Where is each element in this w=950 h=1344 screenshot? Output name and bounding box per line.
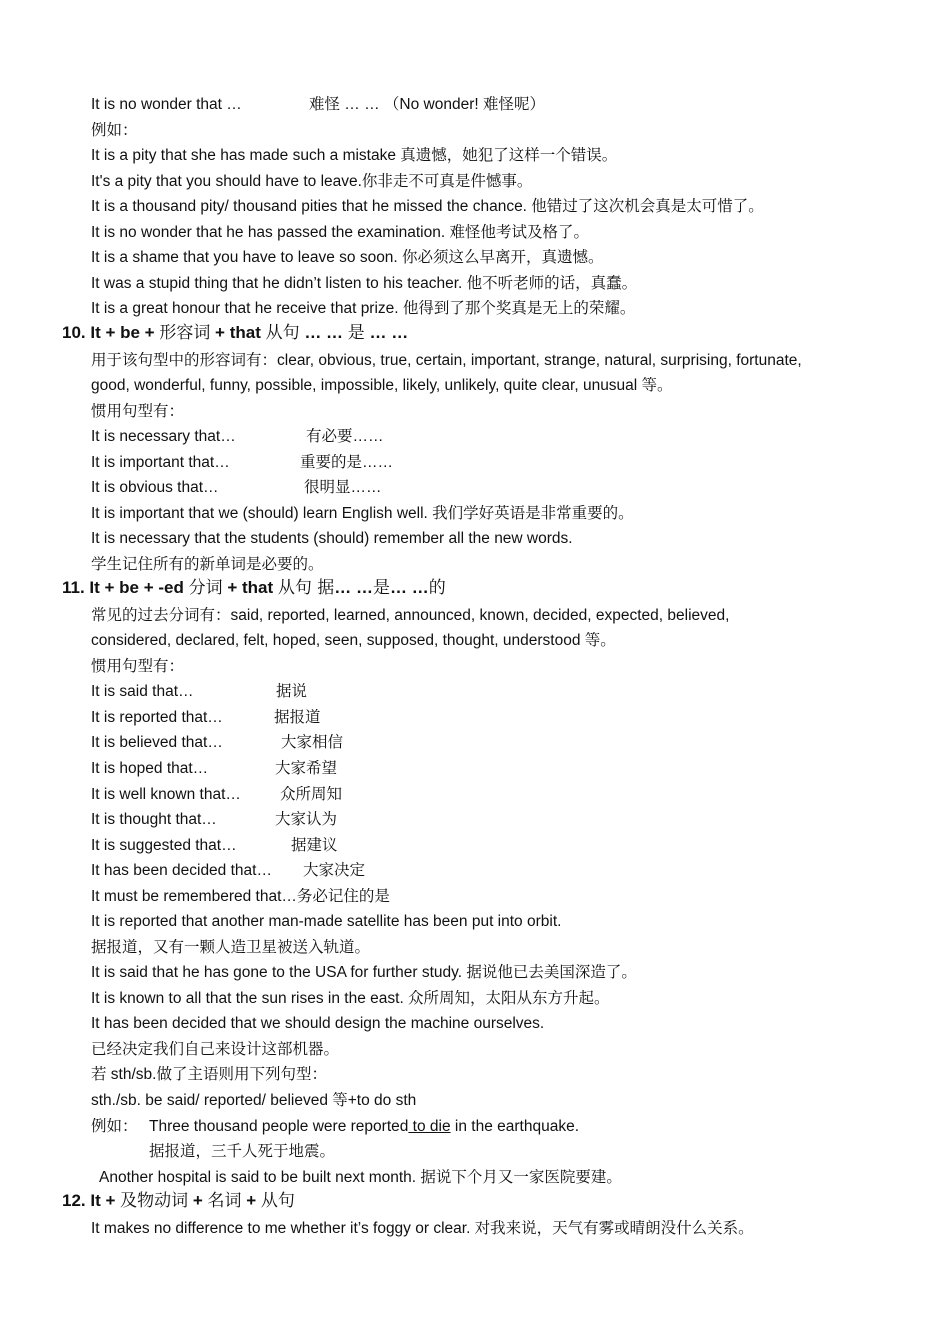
section-heading-12: 12. It + 及物动词 + 名词 + 从句 — [62, 1191, 295, 1211]
example-line: 例如： Three thousand people were reported to die in the earthquake. — [91, 1118, 580, 1135]
pattern-line: It is important that… 重要的是…… — [91, 454, 394, 471]
text-line: good, wonderful, funny, possible, impossible, likely, unlikely, quite clear, unusual 等。 — [91, 377, 673, 394]
text-line: It is important that we (should) learn English well. 我们学好英语是非常重要的。 — [91, 505, 634, 522]
example-translation: 据报道，三千人死于地震。 — [149, 1143, 336, 1160]
text-line: It is a pity that she has made such a mistake 真遗憾，她犯了这样一个错误。 — [91, 147, 618, 164]
text-line: 若 sth/sb.做了主语则用下列句型： — [91, 1066, 327, 1083]
text-line: It is no wonder that he has passed the examination. 难怪他考试及格了。 — [91, 224, 589, 241]
pattern-line: It is said that… 据说 — [91, 683, 308, 700]
underlined-phrase: to die — [408, 1118, 451, 1135]
pattern-line: It is reported that… 据报道 — [91, 709, 321, 726]
text-line: 常见的过去分词有：said, reported, learned, announced, known, decided, expected, believed, — [91, 607, 730, 624]
phrase-en: It is no wonder that … — [91, 96, 242, 113]
pattern-line: It is suggested that… 据建议 — [91, 837, 338, 854]
text-line: 用于该句型中的形容词有：clear, obvious, true, certain, important, strange, natural, surprising, fortunate, — [91, 352, 802, 369]
text-line: It is known to all that the sun rises in the east. 众所周知，太阳从东方升起。 — [91, 990, 610, 1007]
text-line: It is a shame that you have to leave so soon. 你必须这么早离开，真遗憾。 — [91, 249, 604, 266]
text-line — [91, 95, 545, 115]
pattern-line: It is well known that… 众所周知 — [91, 786, 343, 803]
phrase-cn: 难怪 … … （No wonder! 难怪呢） — [309, 96, 545, 113]
section-heading-11: 11. It + be + -ed 分词 + that 从句 据… …是… …的 — [62, 578, 446, 598]
text-line: 例如： — [91, 122, 138, 139]
text-line: It was a stupid thing that he didn’t listen to his teacher. 他不听老师的话，真蠢。 — [91, 275, 638, 292]
text-line: 惯用句型有： — [91, 658, 185, 675]
text-line: It has been decided that we should design the machine ourselves. — [91, 1015, 545, 1032]
text-line: 学生记住所有的新单词是必要的。 — [91, 556, 324, 573]
pattern-line: It must be remembered that…务必记住的是 — [91, 888, 390, 905]
text-line: It is a great honour that he receive that prize. 他得到了那个奖真是无上的荣耀。 — [91, 300, 636, 317]
text-line: considered, declared, felt, hoped, seen, supposed, thought, understood 等。 — [91, 632, 616, 649]
pattern-line: It is obvious that… 很明显…… — [91, 479, 382, 496]
pattern-line: It has been decided that… 大家决定 — [91, 862, 366, 879]
pattern-line: It is hoped that… 大家希望 — [91, 760, 338, 777]
text-line: It is reported that another man-made satellite has been put into orbit. — [91, 913, 562, 930]
text-line: 惯用句型有： — [91, 403, 185, 420]
pattern-line: It is thought that… 大家认为 — [91, 811, 338, 828]
section-heading-10: 10. It + be + 形容词 + that 从句 … … 是 … … — [62, 323, 409, 343]
text-line: 据报道，又有一颗人造卫星被送入轨道。 — [91, 939, 371, 956]
text-line: It is said that he has gone to the USA for further study. 据说他已去美国深造了。 — [91, 964, 637, 981]
pattern-line: It is necessary that… 有必要…… — [91, 428, 384, 445]
text-line: It makes no difference to me whether it’s foggy or clear. 对我来说，天气有雾或晴朗没什么关系。 — [91, 1220, 754, 1237]
text-line: sth./sb. be said/ reported/ believed 等+to do sth — [91, 1092, 417, 1109]
text-line: Another hospital is said to be built next month. 据说下个月又一家医院要建。 — [99, 1169, 622, 1186]
text-line: 已经决定我们自己来设计这部机器。 — [91, 1041, 340, 1058]
pattern-line: It is believed that… 大家相信 — [91, 734, 344, 751]
text-line: It is necessary that the students (should) remember all the new words. — [91, 530, 573, 547]
text-line: It's a pity that you should have to leave.你非走不可真是件憾事。 — [91, 173, 533, 190]
text-line: It is a thousand pity/ thousand pities that he missed the chance. 他错过了这次机会真是太可惜了。 — [91, 198, 764, 215]
